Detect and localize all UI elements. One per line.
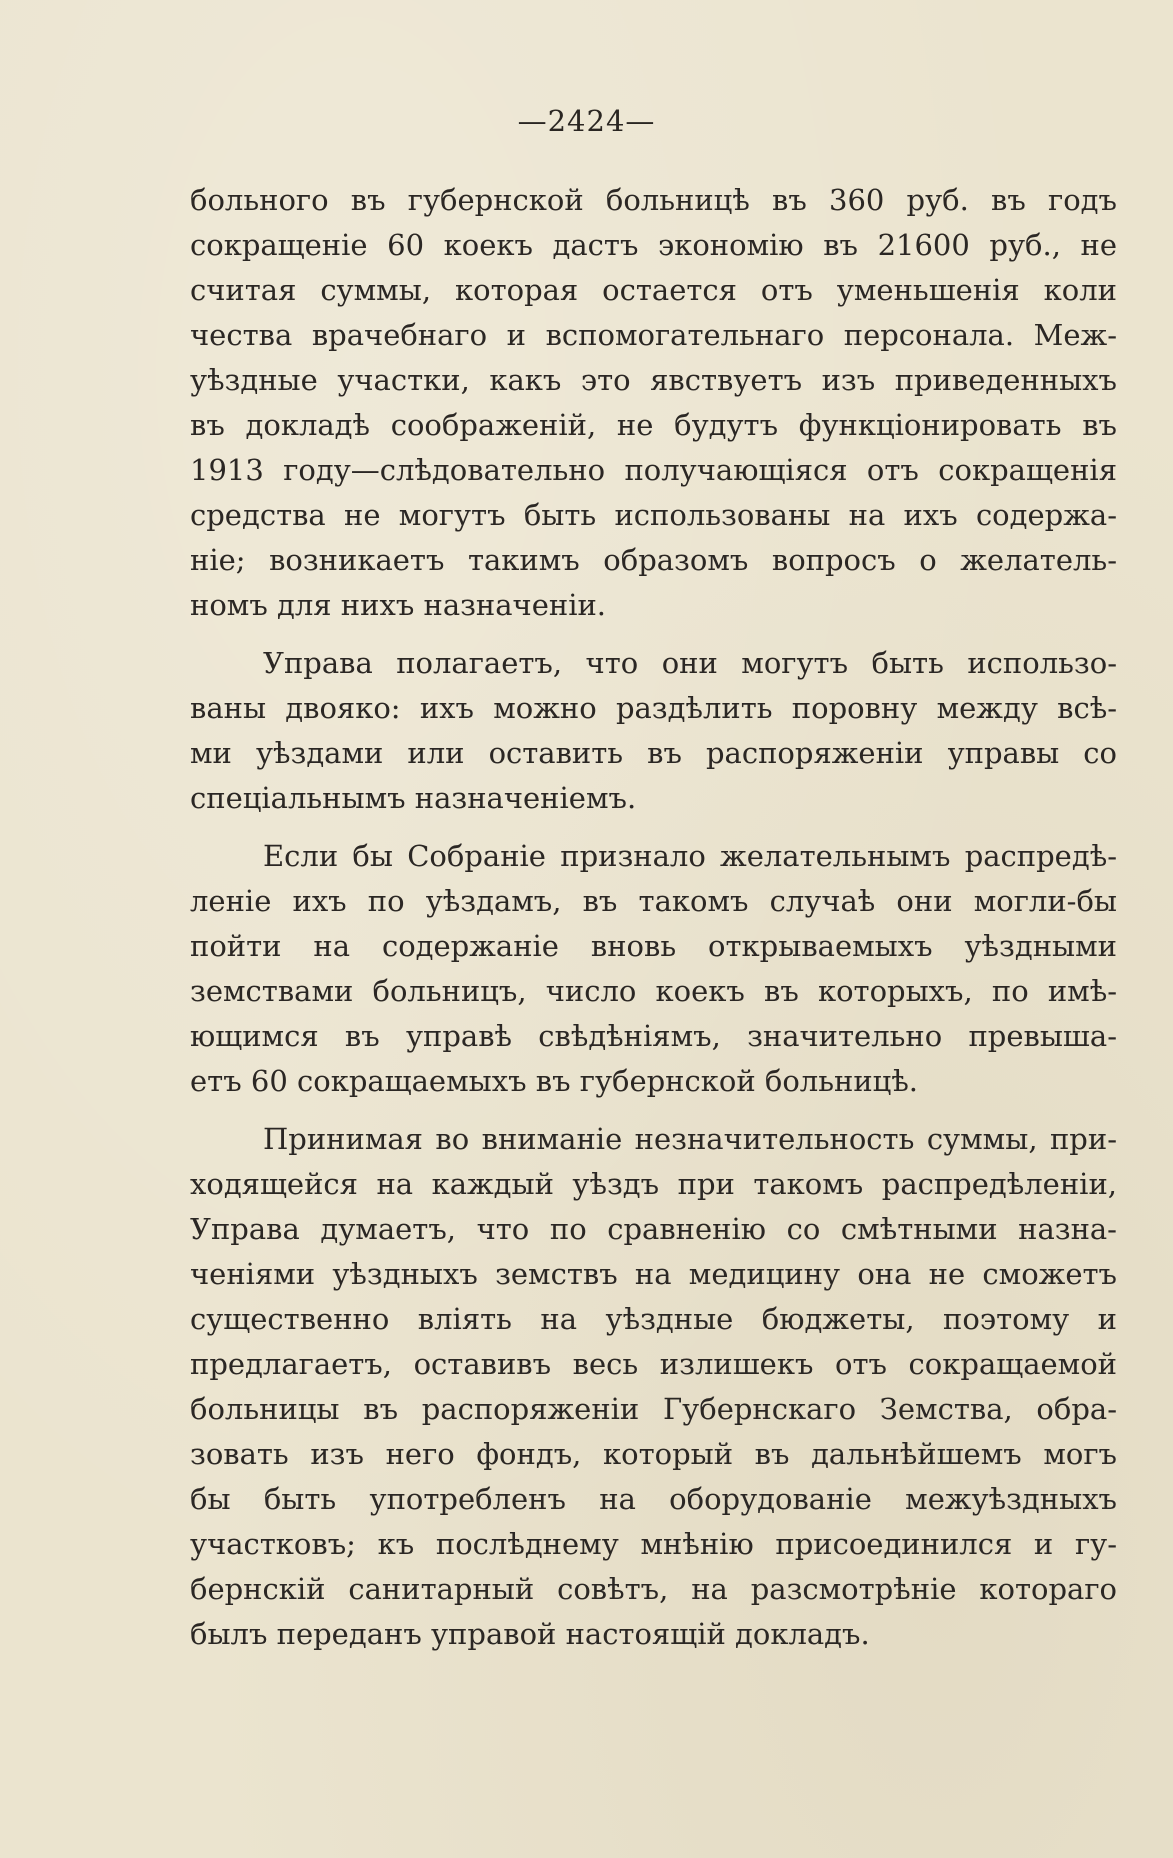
text-line: существенно вліять на уѣздные бюджеты, поэтому и <box>190 1302 1117 1336</box>
text-line: въ докладѣ соображеній, не будутъ функціонировать въ <box>190 408 1117 442</box>
text-line: ми уѣздами или оставить въ распоряженіи управы со <box>190 736 1117 770</box>
text-line: больного въ губернской больницѣ въ 360 руб. въ годъ <box>190 183 1117 217</box>
text-line: сокращеніе 60 коекъ дастъ экономію въ 21600 руб., не <box>190 228 1117 262</box>
text-line: ходящейся на каждый уѣздъ при такомъ распредѣленіи, <box>190 1167 1117 1201</box>
text-line: уѣздные участки, какъ это явствуетъ изъ приведенныхъ <box>190 363 1117 397</box>
paragraph <box>190 641 1117 821</box>
text-line: 1913 году—слѣдовательно получающіяся отъ сокращенія <box>190 453 1117 487</box>
text-line: бернскій санитарный совѣтъ, на разсмотрѣніе котораго <box>190 1572 1117 1606</box>
text-line: предлагаетъ, оставивъ весь излишекъ отъ сокращаемой <box>190 1347 1117 1381</box>
text-line: бы быть употребленъ на оборудованіе межуѣздныхъ <box>190 1482 1117 1516</box>
page-number: —2424— <box>517 104 656 138</box>
text-line: ваны двояко: ихъ можно раздѣлить поровну между всѣ- <box>190 691 1117 725</box>
text-line: чества врачебнаго и вспомогательнаго персонала. Меж- <box>190 318 1117 352</box>
paragraph <box>190 834 1117 1104</box>
text-line: Если бы Собраніе признало желательнымъ распредѣ- <box>263 839 1117 873</box>
text-line: зовать изъ него фондъ, который въ дальнѣйшемъ могъ <box>190 1437 1117 1471</box>
text-line: земствами больницъ, число коекъ въ которыхъ, по имѣ- <box>190 974 1117 1008</box>
paragraph <box>190 178 1117 628</box>
text-line: ющимся въ управѣ свѣдѣніямъ, значительно превыша- <box>190 1019 1117 1053</box>
text-line: считая суммы, которая остается отъ уменьшенія коли <box>190 273 1117 307</box>
text-line: етъ 60 сокращаемыхъ въ губернской больницѣ. <box>190 1064 919 1098</box>
text-line: больницы въ распоряженіи Губернскаго Земства, обра- <box>190 1392 1117 1426</box>
text-line: Управа думаетъ, что по сравненію со смѣтными назна- <box>190 1212 1117 1246</box>
text-line: спеціальнымъ назначеніемъ. <box>190 781 637 815</box>
text-line: номъ для нихъ назначеніи. <box>190 588 607 622</box>
text-line: средства не могутъ быть использованы на ихъ содержа- <box>190 498 1117 532</box>
text-line: былъ переданъ управой настоящій докладъ. <box>190 1617 870 1651</box>
text-line: участковъ; къ послѣднему мнѣнію присоединился и гу- <box>190 1527 1117 1561</box>
text-line: пойти на содержаніе вновь открываемыхъ уѣздными <box>190 929 1117 963</box>
text-line: ченіями уѣздныхъ земствъ на медицину она не сможетъ <box>190 1257 1117 1291</box>
body-text <box>190 178 1117 1657</box>
text-line: леніе ихъ по уѣздамъ, въ такомъ случаѣ они могли-бы <box>190 884 1117 918</box>
text-line: ніе; возникаетъ такимъ образомъ вопросъ о желатель- <box>190 543 1117 577</box>
text-line: Принимая во вниманіе незначительность суммы, при- <box>263 1122 1117 1156</box>
paragraph <box>190 1117 1117 1657</box>
text-line: Управа полагаетъ, что они могутъ быть использо- <box>263 646 1117 680</box>
